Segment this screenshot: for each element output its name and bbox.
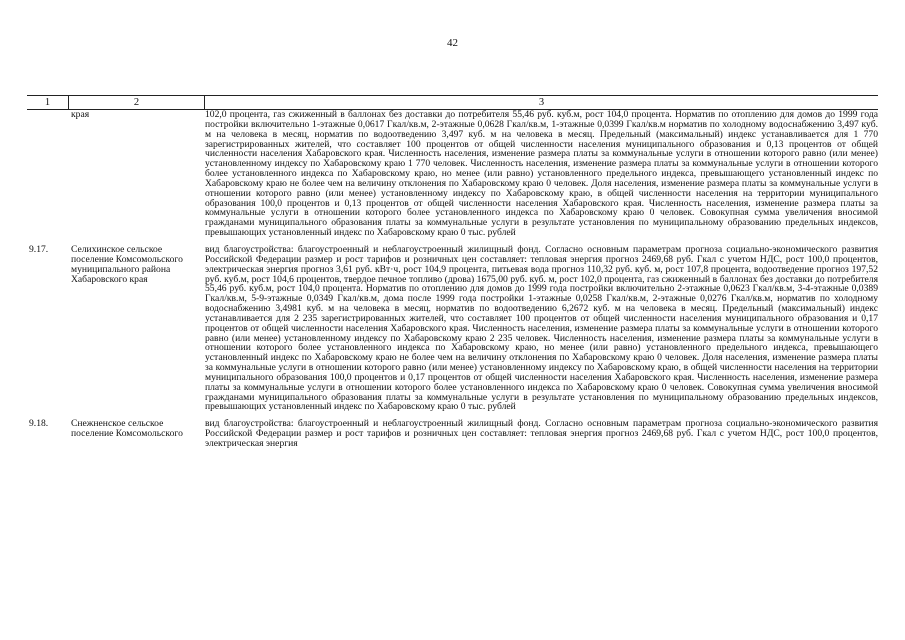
municipality-name: края: [71, 109, 90, 120]
tariff-description: вид благоустройства: благоустроенный и неблагоустроенный жилищный фонд. Согласно основным параметрам прогноза социально-экономического развития Российской Федерации размер и рост тарифов и розничных цен составляет: тепловая энергия прогноз 2469,68 руб. Гкал с учетом НДС, рост 100,0 процентов, электрическая энергия прогноз 3,61 руб. кВт·ч, рост 104,9 процента, питьевая вода прогноз 110,32 руб. куб. м, рост 107,8 процента, водоотведение прогноз 197,52 руб. куб.м, рост 104,6 процентов, твердое печное топливо (дрова) 1675,00 руб. куб. м, рост 102,0 процента, газ сжиженный в баллонах без доставки до потребителя 55,46 руб. куб.м, рост 104,0 процента. Норматив по отоплению для домов до 1999 года постройки включительно 2-этажные 0,0623 Гкал/кв.м, 3-4-этажные 0,0389 Гкал/кв.м, 5-9-этажные 0,0349 Гкал/кв.м, дома после 1999 года постройки 1-этажные 0,0258 Гкал/кв.м, 2-этажные 0,0276 Гкал/кв.м, норматив по холодному водоснабжению 3,4981 куб. м на человека в месяц, норматив по водоотведению 6,2672 куб. м на человека в месяц. Предельный (максимальный) индекс устанавливается для 2 235 зарегистрированных жителей, что составляет 100 процентов от общей численности населения муниципального образования и 0,17 процентов от общей численности населения Хабаровского края. Численность населения, изменение размера платы за коммунальные услуги в отношении которого равно (или менее) установленному индексу по Хабаровскому краю 2 235 человек. Численность населения, изменение размера платы за коммунальные услуги в отношении которого более установленного индекса по Хабаровскому краю, но менее (или равно) установленного предельного индекса, превышающего установленный индекс по Хабаровскому краю не более чем на величину отклонения по Хабаровскому краю 0 человек. Доля населения, изменение размера платы за коммунальные услуги в отношении которого равно (или менее) установленному индексу по Хабаровскому краю, в общей численности населения на территории муниципального образования 100,0 процентов и 0,17 процентов от общей численности населения Хабаровского края. Численность населения, изменение размера платы за коммунальные услуги в отношении которого более установленного индекса по Хабаровскому краю 0 человек. Совокупная сумма увеличения вносимой гражданами муниципального образования платы за коммунальные услуги в результате установления по муниципальному образованию предельных индексов, превышающих установленный индекс по Хабаровскому краю 0 тыс. рублей: [205, 243, 878, 413]
table-header-row: [27, 95, 878, 110]
page-number: 42: [447, 37, 458, 49]
column-header-1: 1: [27, 96, 69, 109]
table-row: [27, 245, 878, 412]
table-row: [27, 110, 878, 238]
municipality-name: Селихинское сельское поселение Комсомольского муниципального района Хабаровского края: [71, 243, 183, 285]
row-number: 9.17.: [29, 243, 49, 255]
municipality-name: Снежненское сельское поселение Комсомольского: [71, 418, 183, 440]
column-header-2: 2: [69, 96, 205, 109]
table-row: [27, 419, 878, 449]
row-number: 9.18.: [29, 418, 49, 430]
tariff-description: 102,0 процента, газ сжиженный в баллонах без доставки до потребителя 55,46 руб. куб.м, рост 104,0 процента. Норматив по отоплению для домов до 1999 года постройки включительно 1-этажные 0,0617 Гкал/кв.м, 2-этажные 0,0628 Гкал/кв.м, 1-этажные 0,0399 Гкал/кв.м норматив по холодному водоснабжению 3,497 куб. м на человека в месяц, норматив по водоотведению 3,497 куб. м на человека в месяц. Предельный (максимальный) индекс устанавливается для 1 770 зарегистрированных жителей, что составляет 100 процентов от общей численности населения муниципального образования и 0,13 процентов от общей численности населения Хабаровского края. Численность населения, изменение размера платы за коммунальные услуги в отношении которого равно (или менее) установленному индексу по Хабаровскому краю 1 770 человек. Численность населения, изменение размера платы за коммунальные услуги в отношении которого более установленного индекса по Хабаровскому краю, но менее (или равно) установленного предельного индекса, превышающего установленный индекс по Хабаровскому краю не более чем на величину отклонения по Хабаровскому краю 0 человек. Доля населения, изменение размера платы за коммунальные услуги в отношении которого равно (или менее) установленному индексу по Хабаровскому краю, в общей численности населения на территории муниципального образования 100,0 процентов и 0,13 процентов от общей численности населения Хабаровского края. Численность населения, изменение размера платы за коммунальные услуги в отношении которого более установленного индекса по Хабаровскому краю 0 человек. Совокупная сумма увеличения вносимой гражданами муниципального образования платы за коммунальные услуги в результате установления по муниципальному образованию предельных индексов, превышающих установленный индекс по Хабаровскому краю 0 тыс. рублей: [205, 109, 878, 239]
tariff-table: [27, 95, 878, 449]
column-header-3: 3: [538, 97, 545, 108]
tariff-description: вид благоустройства: благоустроенный и неблагоустроенный жилищный фонд. Согласно основным параметрам прогноза социально-экономического развития Российской Федерации размер и рост тарифов и розничных цен составляет: тепловая энергия прогноз 2469,68 руб. Гкал с учетом НДС, рост 100,0 процентов, электрическая энергия: [205, 418, 878, 449]
row-number: [27, 110, 69, 238]
